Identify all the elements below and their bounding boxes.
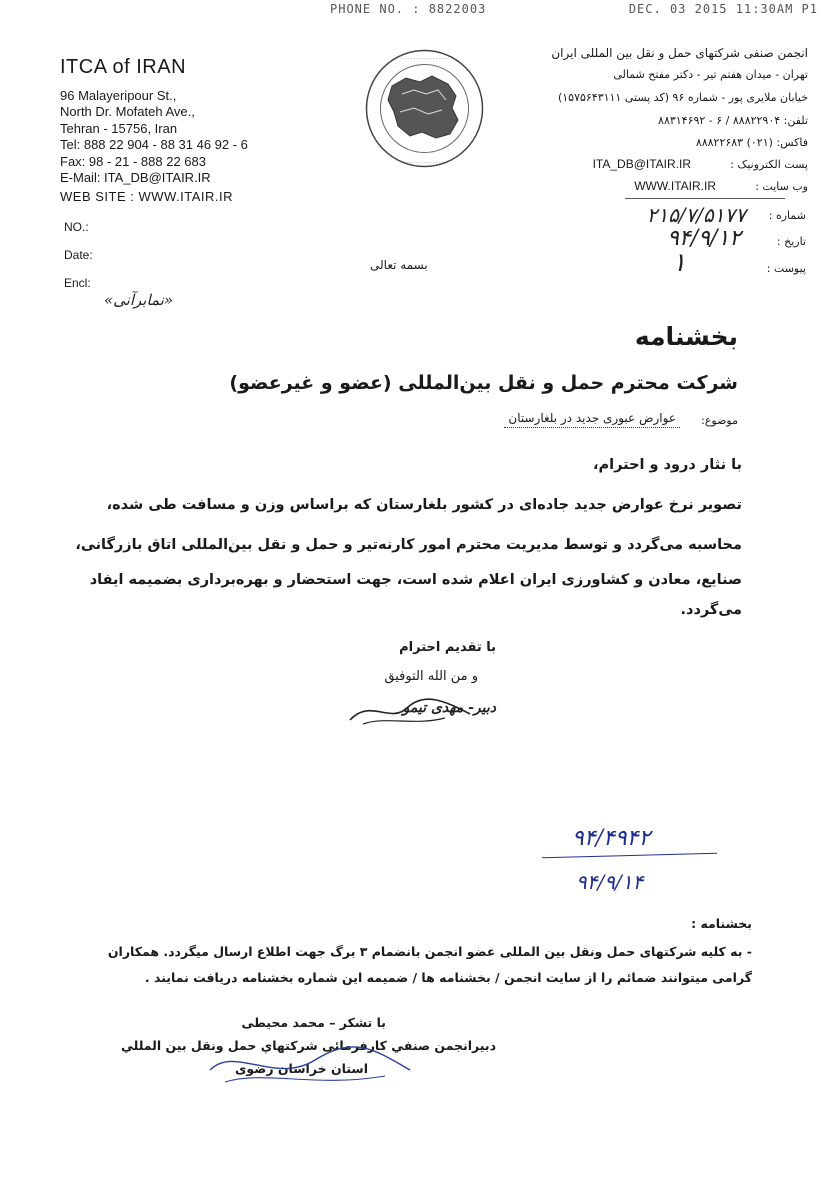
fax-header xyxy=(330,0,818,16)
persian-address-line: خیابان ملایری پور - شماره ۹۶ (کد پستی ۱۵۷۵۶۴۳۱۱۱) xyxy=(557,91,808,104)
footer-thanks: با تشکر – محمد محیطی xyxy=(241,1015,386,1030)
fax-timestamp: DEC. 03 2015 11:30AM P1 xyxy=(628,2,818,16)
signature-mark xyxy=(345,690,475,730)
footer-signature xyxy=(205,1040,415,1090)
circular-title: بخشنامه xyxy=(634,322,738,351)
persian-fax: فاکس: (۰۲۱) ۸۸۸۲۲۶۸۳ xyxy=(695,136,808,149)
body-line: صنایع، معادن و کشاورزی ایران اعلام شده است، جهت استحضار و بهره‌برداری بضمیمه ایفاد xyxy=(89,572,742,588)
urgent-fax-note: «نمابرآنی» xyxy=(104,291,174,309)
body-line: می‌گردد. xyxy=(680,602,742,618)
encl-label: Encl: xyxy=(64,276,91,290)
handwritten-attachment: ۱ xyxy=(672,248,686,278)
english-email: E-Mail: ITA_DB@ITAIR.IR xyxy=(60,170,211,185)
date-label: Date: xyxy=(64,248,93,262)
footer-line: گرامی میتوانند ضمائم را از سایت انجمن / بخشنامه ها / ضمیمه این شماره بخشنامه دریافت نمایند . xyxy=(144,970,752,985)
english-tel: Tel: 888 22 904 - 88 31 46 92 - 6 xyxy=(60,137,248,152)
no-label: NO.: xyxy=(64,220,89,234)
persian-email-value: ITA_DB@ITAIR.IR xyxy=(592,157,691,171)
handwritten-registration-date: ۹۴/۹/۱۴ xyxy=(576,870,644,894)
invocation: بسمه تعالی xyxy=(370,258,428,272)
english-address-line: 96 Malayeripour St., xyxy=(60,88,177,103)
footer-line: - به کلیه شرکتهای حمل ونقل بین المللی عضو انجمن بانضمام ۳ برگ جهت اطلاع ارسال میگردد. همکاران xyxy=(107,944,752,959)
persian-email-label: پست الکترونیک : xyxy=(730,158,808,171)
english-address-line: Tehran - 15756, Iran xyxy=(60,121,178,136)
date-label-fa: تاریخ : xyxy=(776,235,806,248)
association-logo xyxy=(362,46,487,171)
persian-phone: تلفن: ۸۸۸۲۲۹۰۴ / ۶ - ۸۸۳۱۴۶۹۲ xyxy=(658,114,808,127)
svg-text:· · · · · · · · · · · · · · ·: · · · · · · · · · · · · · · · xyxy=(400,160,448,166)
footer-sender-province: استان خراسان رضوی xyxy=(234,1061,368,1076)
handwritten-date: ۹۴/۹/۱۲ xyxy=(667,226,741,251)
english-address-line: North Dr. Mofateh Ave., xyxy=(60,104,195,119)
subject-label: موضوع: xyxy=(701,414,738,427)
english-fax: Fax: 98 - 21 - 888 22 683 xyxy=(60,154,206,169)
english-org-name: ITCA of IRAN xyxy=(60,56,187,78)
english-website: WEB SITE : WWW.ITAIR.IR xyxy=(60,189,234,204)
persian-org-name: انجمن صنفی شرکتهای حمل و نقل بین المللی ایران xyxy=(551,46,808,60)
greeting: با نثار درود و احترام، xyxy=(593,457,742,473)
persian-website-value: WWW.ITAIR.IR xyxy=(634,179,716,193)
footer-sender: دبیرانجمن صنفي کارفرمائی شرکتهاي حمل ونقل بين المللي xyxy=(120,1038,496,1053)
subject-text: عوارض عبوری جدید در بلغارستان xyxy=(504,411,680,428)
persian-address-line: تهران - میدان هفتم تیر - دکتر مفتح شمالی xyxy=(613,68,808,81)
closing-respect: با تقدیم احترام xyxy=(399,640,496,655)
attachment-label: پیوست : xyxy=(766,262,806,275)
footer-label: بخشنامه : xyxy=(691,916,752,931)
registration-underline xyxy=(542,853,717,859)
signer-name: دبیر- مهدی تیمو xyxy=(402,700,496,716)
body-line: تصویر نرخ عوارض جدید جاده‌ای در کشور بلغارستان که براساس وزن و مسافت طی شده، xyxy=(106,497,742,513)
number-label: شماره : xyxy=(768,209,806,222)
recipient-line: شرکت محترم حمل و نقل بین‌المللی (عضو و غیرعضو) xyxy=(229,372,738,394)
persian-website-label: وب سایت : xyxy=(755,180,808,193)
closing-blessing: و من الله التوفیق xyxy=(384,669,478,684)
body-line: محاسبه می‌گردد و توسط مدیریت محترم امور کارنه‌تیر و حمل و نقل بین‌المللی اتاق بازرگانی، xyxy=(75,537,742,553)
header-divider xyxy=(625,198,785,199)
handwritten-registration-code: ۹۴/۴۹۴۲ xyxy=(572,826,651,851)
svg-text:· · · · · · · · · · · · · · ·: · · · · · · · · · · · · · · · xyxy=(400,56,448,62)
fax-phone-number: PHONE NO. : 8822003 xyxy=(330,2,487,16)
handwritten-number: ۲۱۵/۷/۵۱۷۷ xyxy=(646,203,746,227)
